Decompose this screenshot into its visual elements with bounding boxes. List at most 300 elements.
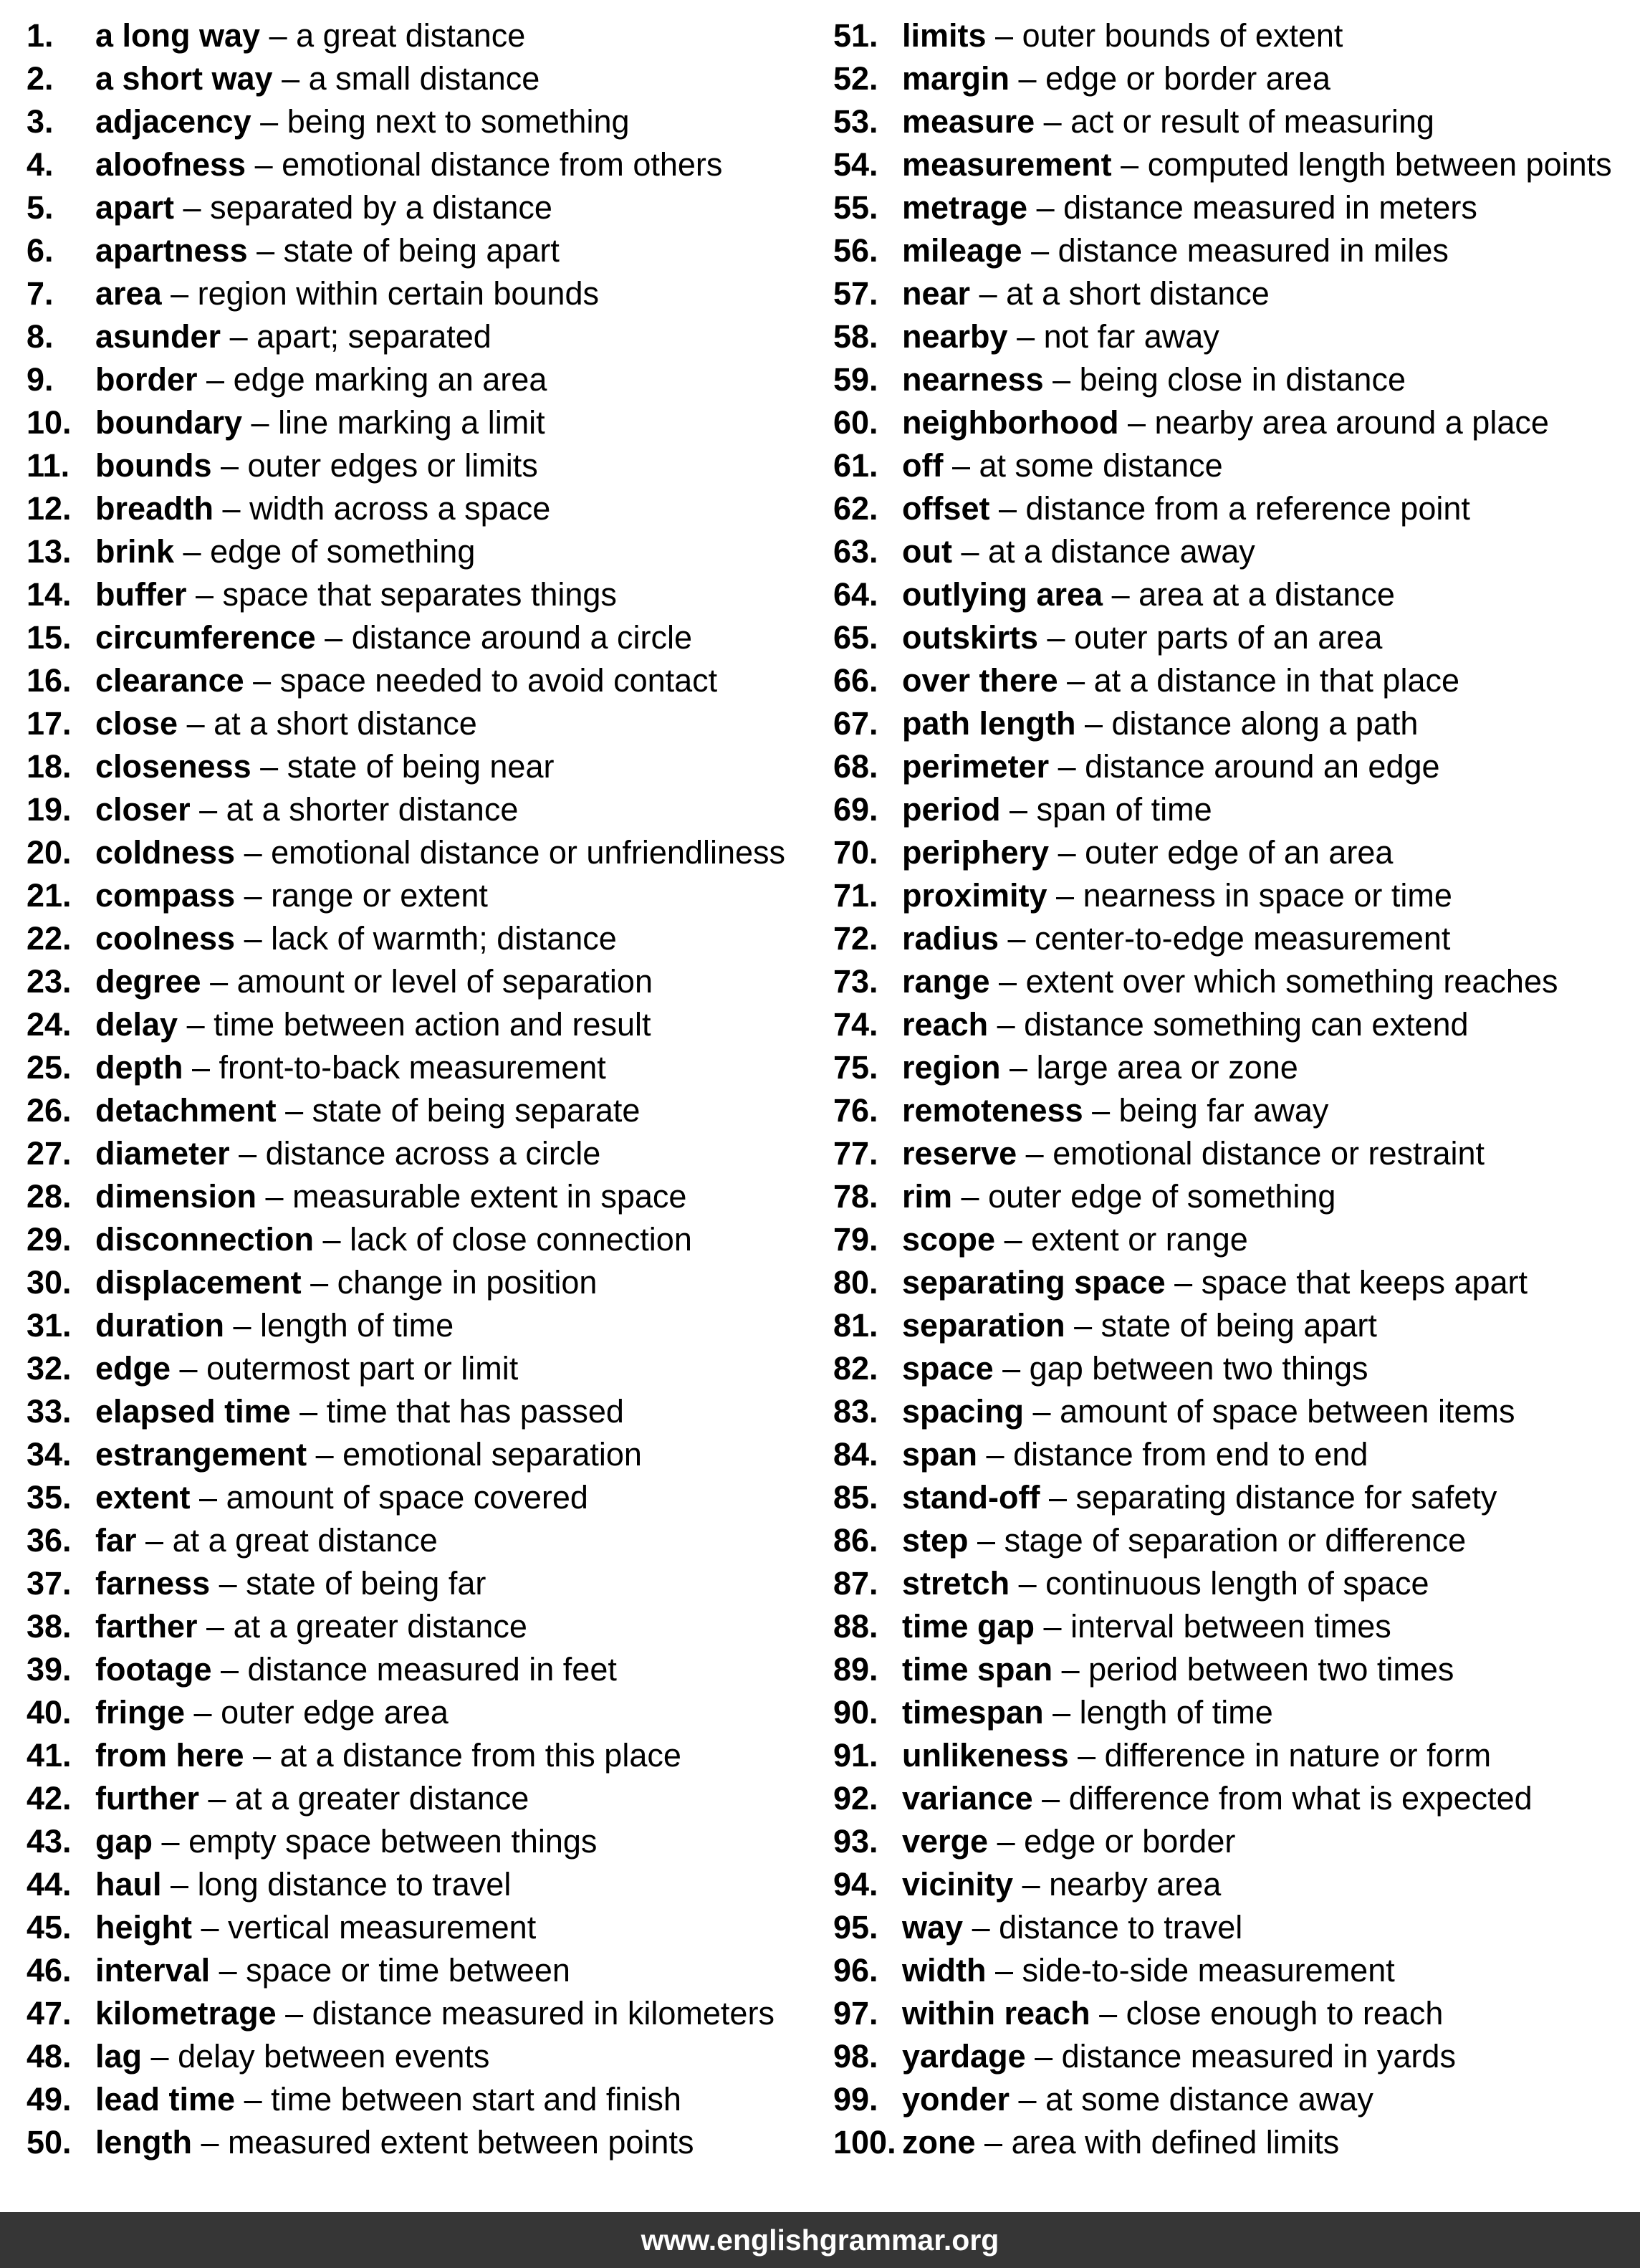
item-text xyxy=(902,960,1558,1003)
item-definition: distance around an edge xyxy=(1085,748,1440,785)
item-text xyxy=(95,1304,454,1347)
item-separator: – xyxy=(1007,318,1044,355)
item-text xyxy=(95,659,717,702)
item-definition: amount or level of separation xyxy=(236,963,653,1000)
item-definition: distance measured in miles xyxy=(1058,232,1449,269)
item-definition: a small distance xyxy=(308,60,540,97)
item-definition: region within certain bounds xyxy=(197,275,599,312)
item-separator: – xyxy=(1000,1049,1037,1086)
item-number: 95. xyxy=(833,1909,878,1946)
item-text xyxy=(902,1390,1515,1433)
item-separator: – xyxy=(190,1479,226,1516)
item-number: 34. xyxy=(27,1436,72,1473)
item-separator: – xyxy=(986,1952,1022,1989)
item-number: 32. xyxy=(27,1350,72,1387)
item-text xyxy=(95,530,475,573)
item-text xyxy=(902,401,1549,444)
item-term: limits xyxy=(902,17,987,54)
item-separator: – xyxy=(276,1092,312,1129)
item-term: time gap xyxy=(902,1608,1035,1645)
item-text xyxy=(902,530,1255,573)
item-definition: at a greater distance xyxy=(235,1780,529,1817)
item-separator: – xyxy=(161,275,198,312)
item-definition: distance to travel xyxy=(999,1909,1243,1946)
item-number: 35. xyxy=(27,1479,72,1516)
item-definition: state of being far xyxy=(246,1565,486,1602)
item-text xyxy=(902,1562,1429,1605)
item-definition: outer bounds of extent xyxy=(1022,17,1343,54)
item-separator: – xyxy=(190,791,226,828)
item-number: 67. xyxy=(833,705,878,742)
item-separator: – xyxy=(244,1737,280,1774)
item-term: a long way xyxy=(95,17,261,54)
item-definition: distance measured in meters xyxy=(1063,189,1477,226)
item-number: 98. xyxy=(833,2038,878,2075)
item-number: 87. xyxy=(833,1565,878,1602)
item-definition: a great distance xyxy=(296,17,526,54)
item-number: 6. xyxy=(27,232,54,269)
item-definition: distance measured in yards xyxy=(1061,2038,1456,2075)
item-text xyxy=(95,2078,681,2121)
item-definition: continuous length of space xyxy=(1045,1565,1429,1602)
item-separator: – xyxy=(1038,619,1075,656)
item-number: 28. xyxy=(27,1178,72,1215)
item-number: 54. xyxy=(833,146,878,183)
item-number: 88. xyxy=(833,1608,878,1645)
item-text xyxy=(95,1949,570,1992)
item-number: 18. xyxy=(27,748,72,785)
item-text xyxy=(95,745,554,788)
item-term: metrage xyxy=(902,189,1028,226)
item-term: gap xyxy=(95,1823,153,1860)
item-text xyxy=(902,229,1449,272)
item-text xyxy=(95,143,722,186)
item-definition: area at a distance xyxy=(1138,576,1395,613)
item-definition: front-to-back measurement xyxy=(219,1049,606,1086)
item-definition: outer edge of something xyxy=(988,1178,1336,1215)
item-number: 33. xyxy=(27,1393,72,1430)
item-separator: – xyxy=(197,361,234,398)
item-definition: at a shorter distance xyxy=(226,791,519,828)
item-separator: – xyxy=(1075,705,1112,742)
item-number: 70. xyxy=(833,834,878,871)
item-number: 89. xyxy=(833,1651,878,1688)
item-separator: – xyxy=(977,1436,1014,1473)
item-number: 51. xyxy=(833,17,878,54)
item-term: compass xyxy=(95,877,236,914)
item-term: depth xyxy=(95,1049,183,1086)
item-text xyxy=(95,100,630,143)
item-definition: computed length between points xyxy=(1147,146,1612,183)
item-term: width xyxy=(902,1952,987,1989)
item-number: 11. xyxy=(27,447,70,484)
item-definition: space that separates things xyxy=(222,576,617,613)
item-text xyxy=(95,1132,600,1175)
item-term: brink xyxy=(95,533,175,570)
item-definition: at a distance in that place xyxy=(1093,662,1459,699)
item-definition: area with defined limits xyxy=(1011,2124,1340,2161)
item-separator: – xyxy=(1010,60,1046,97)
item-separator: – xyxy=(242,404,279,441)
item-number: 7. xyxy=(27,275,54,312)
item-term: a short way xyxy=(95,60,273,97)
item-definition: length of time xyxy=(260,1307,454,1344)
item-separator: – xyxy=(943,447,979,484)
item-separator: – xyxy=(1111,146,1148,183)
item-text xyxy=(902,702,1418,745)
item-number: 40. xyxy=(27,1694,72,1731)
item-number: 55. xyxy=(833,189,878,226)
item-term: boundary xyxy=(95,404,243,441)
item-number: 93. xyxy=(833,1823,878,1860)
item-number: 76. xyxy=(833,1092,878,1129)
item-term: way xyxy=(902,1909,964,1946)
item-separator: – xyxy=(256,1178,293,1215)
item-text xyxy=(902,100,1434,143)
item-number: 57. xyxy=(833,275,878,312)
item-separator: – xyxy=(211,447,248,484)
item-number: 45. xyxy=(27,1909,72,1946)
item-number: 44. xyxy=(27,1866,72,1903)
item-number: 38. xyxy=(27,1608,72,1645)
item-number: 69. xyxy=(833,791,878,828)
item-separator: – xyxy=(210,1565,246,1602)
item-term: separation xyxy=(902,1307,1065,1344)
item-text xyxy=(902,1992,1443,2035)
item-number: 14. xyxy=(27,576,72,613)
item-number: 99. xyxy=(833,2081,878,2118)
item-separator: – xyxy=(1035,1608,1071,1645)
item-term: closer xyxy=(95,791,191,828)
item-text xyxy=(95,14,525,57)
item-number: 43. xyxy=(27,1823,72,1860)
item-definition: close enough to reach xyxy=(1126,1995,1444,2032)
item-separator: – xyxy=(1043,1694,1080,1731)
item-term: periphery xyxy=(902,834,1050,871)
item-text xyxy=(902,1906,1242,1949)
item-text xyxy=(95,1777,529,1820)
item-definition: side-to-side measurement xyxy=(1022,1952,1395,1989)
item-number: 49. xyxy=(27,2081,72,2118)
item-number: 100. xyxy=(833,2124,896,2161)
item-definition: outer edges or limits xyxy=(247,447,538,484)
item-definition: edge of something xyxy=(210,533,476,570)
item-text xyxy=(902,1691,1273,1734)
item-definition: amount of space between items xyxy=(1060,1393,1515,1430)
item-term: path length xyxy=(902,705,1076,742)
item-number: 31. xyxy=(27,1307,72,1344)
item-text xyxy=(902,659,1459,702)
item-separator: – xyxy=(1010,1565,1046,1602)
item-number: 85. xyxy=(833,1479,878,1516)
item-number: 53. xyxy=(833,103,878,140)
item-separator: – xyxy=(1049,748,1085,785)
item-term: edge xyxy=(95,1350,171,1387)
item-separator: – xyxy=(191,1909,229,1946)
item-definition: state of being near xyxy=(287,748,555,785)
item-text xyxy=(95,1218,692,1261)
item-separator: – xyxy=(1049,834,1085,871)
item-text xyxy=(95,1519,438,1562)
item-text xyxy=(95,444,538,487)
item-term: lag xyxy=(95,2038,143,2075)
item-text xyxy=(902,788,1212,831)
item-definition: time between start and finish xyxy=(271,2081,681,2118)
item-term: nearness xyxy=(902,361,1044,398)
item-term: measure xyxy=(902,103,1035,140)
item-text xyxy=(902,1777,1533,1820)
item-term: apart xyxy=(95,189,175,226)
item-text xyxy=(902,616,1382,659)
item-separator: – xyxy=(235,834,272,871)
item-separator: – xyxy=(999,920,1035,957)
item-number: 47. xyxy=(27,1995,72,2032)
item-definition: distance across a circle xyxy=(265,1135,601,1172)
item-number: 36. xyxy=(27,1522,72,1559)
item-definition: large area or zone xyxy=(1036,1049,1298,1086)
item-separator: – xyxy=(1013,1866,1050,1903)
item-number: 20. xyxy=(27,834,72,871)
item-text xyxy=(95,1562,486,1605)
item-term: region xyxy=(902,1049,1001,1086)
item-separator: – xyxy=(1010,2081,1046,2118)
item-text xyxy=(95,874,488,917)
item-number: 68. xyxy=(833,748,878,785)
item-definition: amount of space covered xyxy=(226,1479,588,1516)
item-text xyxy=(95,315,491,358)
item-separator: – xyxy=(235,2081,272,2118)
item-term: step xyxy=(902,1522,969,1559)
item-term: yonder xyxy=(902,2081,1010,2118)
item-term: span xyxy=(902,1436,978,1473)
item-number: 77. xyxy=(833,1135,878,1172)
item-number: 64. xyxy=(833,576,878,613)
item-text xyxy=(95,1046,606,1089)
item-separator: – xyxy=(1040,1479,1076,1516)
item-term: clearance xyxy=(95,662,244,699)
item-definition: at a great distance xyxy=(172,1522,438,1559)
item-term: stand-off xyxy=(902,1479,1040,1516)
item-separator: – xyxy=(210,1952,246,1989)
item-term: delay xyxy=(95,1006,178,1043)
item-definition: nearby area around a place xyxy=(1154,404,1549,441)
item-separator: – xyxy=(988,1823,1025,1860)
item-number: 24. xyxy=(27,1006,72,1043)
item-separator: – xyxy=(995,1221,1032,1258)
item-separator: – xyxy=(988,1006,1025,1043)
item-text xyxy=(95,1089,640,1132)
item-text xyxy=(95,1261,597,1304)
item-definition: range or extent xyxy=(271,877,488,914)
item-definition: distance measured in kilometers xyxy=(312,1995,775,2032)
item-term: haul xyxy=(95,1866,162,1903)
item-separator: – xyxy=(970,275,1007,312)
item-definition: period between two times xyxy=(1088,1651,1454,1688)
item-separator: – xyxy=(301,1264,337,1301)
item-text xyxy=(902,1089,1328,1132)
item-definition: edge or border area xyxy=(1045,60,1330,97)
item-term: scope xyxy=(902,1221,996,1258)
item-definition: lack of close connection xyxy=(350,1221,692,1258)
item-number: 75. xyxy=(833,1049,878,1086)
item-number: 52. xyxy=(833,60,878,97)
item-text xyxy=(902,1304,1377,1347)
item-separator: – xyxy=(142,2038,178,2075)
item-term: near xyxy=(902,275,971,312)
item-number: 71. xyxy=(833,877,878,914)
item-definition: center-to-edge measurement xyxy=(1035,920,1451,957)
item-separator: – xyxy=(1017,1135,1053,1172)
item-term: measurement xyxy=(902,146,1112,183)
item-number: 9. xyxy=(27,361,54,398)
item-text xyxy=(902,1648,1454,1691)
item-definition: separated by a distance xyxy=(210,189,552,226)
item-separator: – xyxy=(1047,877,1083,914)
item-text xyxy=(902,1046,1298,1089)
item-number: 83. xyxy=(833,1393,878,1430)
item-text xyxy=(902,1863,1221,1906)
item-term: range xyxy=(902,963,990,1000)
item-term: coldness xyxy=(95,834,236,871)
item-number: 86. xyxy=(833,1522,878,1559)
item-text xyxy=(95,1390,624,1433)
item-separator: – xyxy=(963,1909,999,1946)
item-text xyxy=(95,229,560,272)
item-text xyxy=(95,960,653,1003)
item-text xyxy=(95,702,477,745)
item-definition: outer edge area xyxy=(221,1694,449,1731)
item-separator: – xyxy=(1024,1393,1060,1430)
item-number: 92. xyxy=(833,1780,878,1817)
item-definition: at a short distance xyxy=(214,705,477,742)
item-number: 17. xyxy=(27,705,72,742)
item-number: 82. xyxy=(833,1350,878,1387)
item-term: reach xyxy=(902,1006,989,1043)
item-separator: – xyxy=(1025,2038,1062,2075)
item-text xyxy=(902,143,1612,186)
item-text xyxy=(95,1992,775,2035)
item-definition: difference in nature or form xyxy=(1104,1737,1492,1774)
item-number: 25. xyxy=(27,1049,72,1086)
item-number: 3. xyxy=(27,103,54,140)
item-definition: at a distance from this place xyxy=(279,1737,681,1774)
item-definition: distance from end to end xyxy=(1013,1436,1368,1473)
item-number: 97. xyxy=(833,1995,878,2032)
item-text xyxy=(902,917,1450,960)
item-text xyxy=(95,1476,588,1519)
item-term: closeness xyxy=(95,748,251,785)
item-text xyxy=(902,1605,1391,1648)
item-number: 56. xyxy=(833,232,878,269)
item-text xyxy=(902,315,1219,358)
item-term: elapsed time xyxy=(95,1393,291,1430)
item-number: 37. xyxy=(27,1565,72,1602)
item-separator: – xyxy=(272,60,309,97)
item-term: offset xyxy=(902,490,990,527)
item-number: 22. xyxy=(27,920,72,957)
item-term: further xyxy=(95,1780,199,1817)
item-text xyxy=(95,1648,617,1691)
item-text xyxy=(902,272,1270,315)
item-term: spacing xyxy=(902,1393,1025,1430)
item-number: 91. xyxy=(833,1737,878,1774)
item-separator: – xyxy=(178,705,214,742)
item-number: 65. xyxy=(833,619,878,656)
item-term: coolness xyxy=(95,920,236,957)
item-separator: – xyxy=(1035,103,1071,140)
item-definition: nearness in space or time xyxy=(1083,877,1452,914)
item-separator: – xyxy=(975,2124,1012,2161)
item-definition: distance along a path xyxy=(1111,705,1419,742)
item-term: farther xyxy=(95,1608,198,1645)
footer-website-link[interactable]: www.englishgrammar.org xyxy=(641,2223,999,2257)
item-definition: change in position xyxy=(337,1264,598,1301)
item-text xyxy=(95,788,518,831)
item-term: remoteness xyxy=(902,1092,1083,1129)
item-definition: nearby area xyxy=(1049,1866,1222,1903)
item-separator: – xyxy=(1027,189,1064,226)
item-separator: – xyxy=(224,1307,261,1344)
item-text xyxy=(95,573,617,616)
item-number: 39. xyxy=(27,1651,72,1688)
item-separator: – xyxy=(221,318,257,355)
item-term: disconnection xyxy=(95,1221,315,1258)
item-definition: distance something can extend xyxy=(1024,1006,1469,1043)
item-separator: – xyxy=(235,920,272,957)
item-separator: – xyxy=(246,146,282,183)
item-number: 16. xyxy=(27,662,72,699)
item-number: 66. xyxy=(833,662,878,699)
item-separator: – xyxy=(235,877,272,914)
item-separator: – xyxy=(315,619,352,656)
item-number: 21. xyxy=(27,877,72,914)
item-text xyxy=(902,1519,1466,1562)
item-separator: – xyxy=(251,103,287,140)
item-term: adjacency xyxy=(95,103,251,140)
item-term: within reach xyxy=(902,1995,1090,2032)
item-definition: separating distance for safety xyxy=(1075,1479,1497,1516)
item-text xyxy=(95,1906,536,1949)
item-text xyxy=(902,1476,1497,1519)
item-separator: – xyxy=(214,490,250,527)
item-number: 41. xyxy=(27,1737,72,1774)
item-definition: empty space between things xyxy=(188,1823,598,1860)
item-definition: time that has passed xyxy=(326,1393,624,1430)
item-term: time span xyxy=(902,1651,1053,1688)
item-separator: – xyxy=(290,1393,327,1430)
item-term: close xyxy=(95,705,178,742)
item-definition: state of being separate xyxy=(312,1092,641,1129)
item-number: 62. xyxy=(833,490,878,527)
item-separator: – xyxy=(174,189,211,226)
item-text xyxy=(902,1820,1235,1863)
item-separator: – xyxy=(952,1178,989,1215)
item-term: extent xyxy=(95,1479,191,1516)
item-definition: lack of warmth; distance xyxy=(271,920,617,957)
item-text xyxy=(95,2035,489,2078)
item-term: zone xyxy=(902,2124,976,2161)
item-text xyxy=(95,272,599,315)
item-term: kilometrage xyxy=(95,1995,277,2032)
item-definition: being next to something xyxy=(287,103,630,140)
item-definition: being close in distance xyxy=(1079,361,1406,398)
item-number: 12. xyxy=(27,490,72,527)
item-text xyxy=(902,186,1477,229)
item-number: 79. xyxy=(833,1221,878,1258)
item-term: yardage xyxy=(902,2038,1026,2075)
item-definition: emotional separation xyxy=(342,1436,642,1473)
item-term: period xyxy=(902,791,1001,828)
